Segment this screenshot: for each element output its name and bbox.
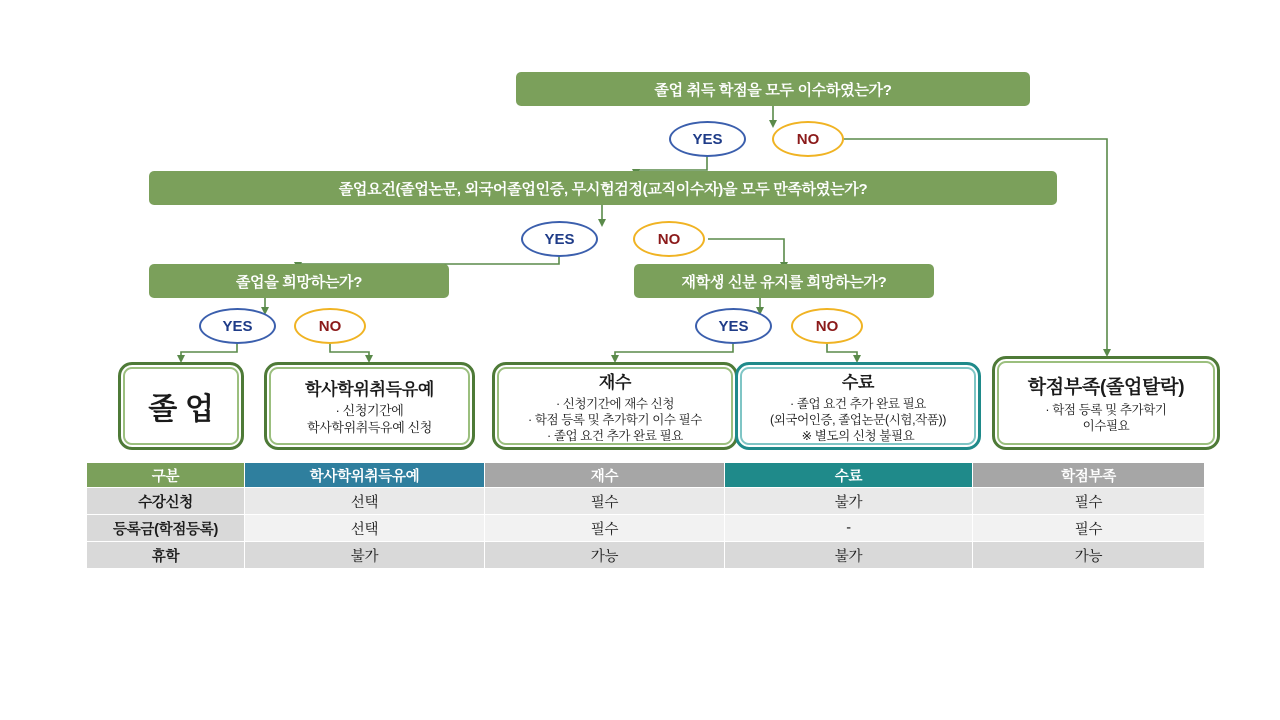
question-text: 졸업을 희망하는가?	[235, 273, 363, 291]
question-text: 재학생 신분 유지를 희망하는가?	[681, 273, 887, 291]
table-cell: 불가	[725, 542, 973, 569]
decision-label: YES	[544, 230, 575, 248]
outcome-detail-line: 학사학위취득유예 신청	[307, 420, 432, 435]
table-header-cell: 학사학위취득유예	[245, 463, 485, 488]
outcome-title: 학사학위취득유예	[305, 380, 434, 400]
decision-no-wish-graduate[interactable]	[294, 308, 366, 344]
table-cell: 불가	[725, 488, 973, 515]
outcome-details	[528, 396, 702, 444]
outcome-details	[770, 396, 946, 444]
table-cell: -	[725, 515, 973, 542]
decision-label: NO	[815, 317, 839, 335]
outcome-detail-line: · 학점 등록 및 추가학기	[1045, 403, 1167, 417]
outcome-completion	[735, 362, 981, 450]
question-text: 졸업 취득 학점을 모두 이수하였는가?	[654, 81, 892, 99]
table-row	[87, 542, 1205, 569]
table-cell: 선택	[245, 488, 485, 515]
comparison-table	[86, 462, 1205, 569]
outcome-detail-line: · 학점 등록 및 추가학기 이수 필수	[528, 413, 702, 427]
outcome-detail-line: · 신청기간에 재수 신청	[555, 397, 675, 411]
outcome-detail-line: ※ 별도의 신청 불필요	[801, 429, 915, 443]
table-cell: 필수	[973, 488, 1205, 515]
table-cell: 가능	[485, 542, 725, 569]
question-text: 졸업요건(졸업논문, 외국어졸업인증, 무시험검정(교직이수자)을 모두 만족하였는가?	[338, 180, 868, 198]
outcome-title: 졸 업	[148, 393, 214, 426]
decision-label: NO	[657, 230, 681, 248]
table-row-label: 등록금(학점등록)	[87, 515, 245, 542]
decision-label: YES	[692, 130, 723, 148]
outcome-detail-line: 이수필요	[1082, 419, 1130, 433]
table-cell: 가능	[973, 542, 1205, 569]
outcome-detail-line: · 신청기간에	[335, 403, 404, 419]
table-row	[87, 515, 1205, 542]
outcome-details	[1045, 402, 1166, 434]
outcome-detail-line: · 졸업 요건 추가 완료 필요	[790, 397, 926, 411]
outcome-title: 학점부족(졸업탈락)	[1027, 377, 1185, 398]
decision-label: NO	[318, 317, 342, 335]
table-cell: 선택	[245, 515, 485, 542]
table-header-cell: 학점부족	[973, 463, 1205, 488]
outcome-retake	[492, 362, 738, 450]
outcome-graduation	[118, 362, 244, 450]
table-header-cell: 수료	[725, 463, 973, 488]
decision-yes-keep-enrollment[interactable]	[695, 308, 772, 344]
table-cell: 불가	[245, 542, 485, 569]
table-cell: 필수	[485, 515, 725, 542]
table-cell: 필수	[973, 515, 1205, 542]
table-cell: 필수	[485, 488, 725, 515]
table-header-cell: 구분	[87, 463, 245, 488]
question-bar-credits	[516, 72, 1030, 106]
decision-yes-wish-graduate[interactable]	[199, 308, 276, 344]
outcome-details	[307, 403, 432, 436]
outcome-degree-deferral	[264, 362, 475, 450]
decision-yes-requirements[interactable]	[521, 221, 598, 257]
table-header-cell: 재수	[485, 463, 725, 488]
outcome-detail-line: (외국어인증, 졸업논문(시험,작품))	[769, 413, 947, 427]
decision-no-credits[interactable]	[772, 121, 844, 157]
decision-yes-credits[interactable]	[669, 121, 746, 157]
table-row	[87, 488, 1205, 515]
decision-no-keep-enrollment[interactable]	[791, 308, 863, 344]
question-bar-keep-enrollment	[634, 264, 934, 298]
decision-no-requirements[interactable]	[633, 221, 705, 257]
decision-label: NO	[796, 130, 820, 148]
question-bar-wish-graduate	[149, 264, 449, 298]
outcome-credit-shortage	[992, 356, 1220, 450]
table-row-label: 휴학	[87, 542, 245, 569]
table-row-label: 수강신청	[87, 488, 245, 515]
table-header-row	[87, 463, 1205, 488]
question-bar-requirements	[149, 171, 1057, 205]
outcome-title: 수료	[841, 373, 875, 392]
outcome-title: 재수	[598, 373, 632, 392]
decision-label: YES	[222, 317, 253, 335]
decision-label: YES	[718, 317, 749, 335]
outcome-detail-line: · 졸업 요건 추가 완료 필요	[547, 429, 683, 443]
